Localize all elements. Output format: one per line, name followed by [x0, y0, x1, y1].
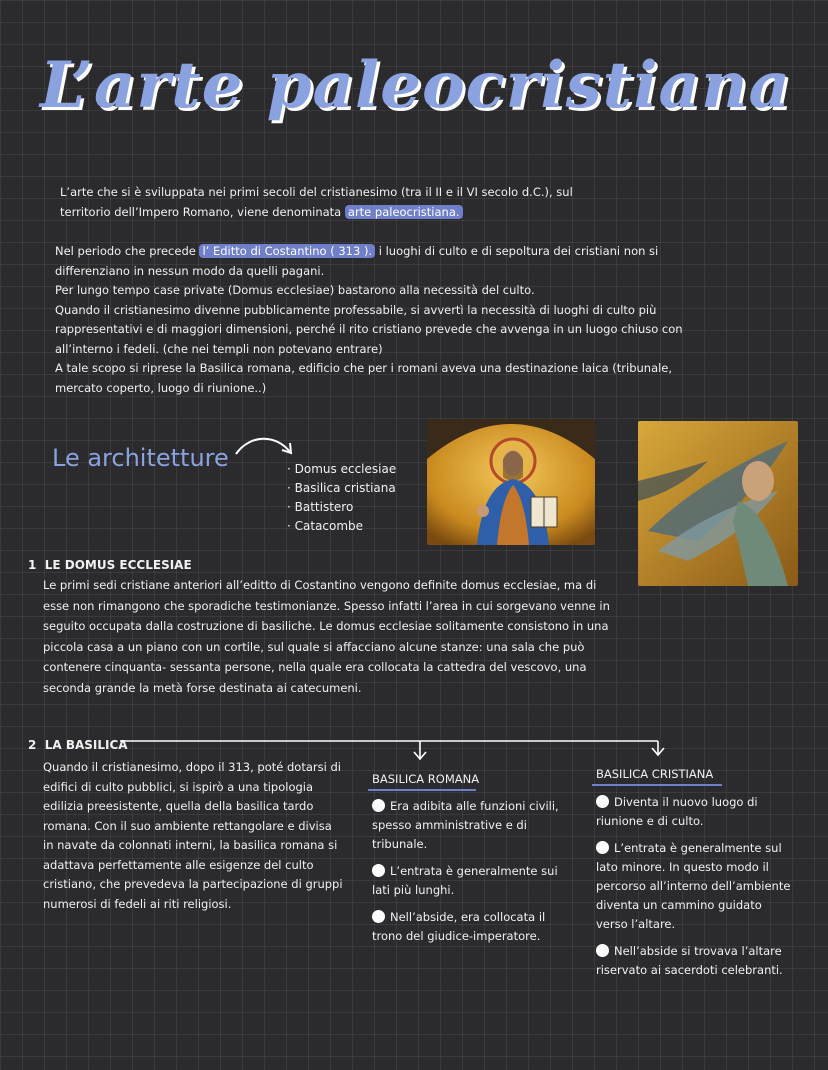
bullet-dot-icon: [372, 910, 385, 923]
intro-paragraph-2: [55, 242, 695, 398]
point-text: L’entrata è generalmente sui lati più lunghi.: [372, 864, 558, 897]
list-item: [596, 942, 796, 980]
cristianesimo-line: Quando il cristianesimo divenne pubblicamente professabile, si avvertì la necessità di luoghi di culto più rappresentativi e di maggiori dimensioni, perché il rito cristiano prevede che avvenga in un luogo chiuso con all’interno i fedeli. (che nei templi non potevano entrare): [55, 302, 683, 356]
highlight-editto: l’ Editto di Costantino ( 313 ).: [199, 244, 375, 258]
basilica-cristiana-list: [596, 793, 796, 988]
section-number: 1: [28, 558, 37, 572]
section-title: LE DOMUS ECCLESIAE: [44, 558, 192, 572]
divider: [368, 789, 476, 791]
list-item: [372, 908, 562, 946]
point-text: L’entrata è generalmente sul lato minore. In questo modo il percorso all’interno dell’ambiente diventa un cammino guidato verso l’altare.: [596, 841, 791, 931]
christ-mosaic-image: [427, 419, 595, 545]
bullet-dot-icon: [596, 841, 609, 854]
section-2-heading: [28, 738, 128, 752]
basilica-line: A tale scopo si riprese la Basilica romana, edificio che per i romani aveva una destinazione laica (tribunale, mercato coperto, luogo di riunione..): [55, 361, 673, 395]
list-item: · Battistero: [287, 498, 396, 517]
highlight-arte-paleocristiana: arte paleocristiana.: [345, 205, 463, 219]
bullet-dot-icon: [372, 864, 385, 877]
point-text: Diventa il nuovo luogo di riunione e di culto.: [596, 795, 758, 828]
section-1-text: Le primi sedi cristiane anteriori all’editto di Costantino vengono definite domus ecclesiae, ma di esse non rimangono che sporadiche testimonianze. Spesso infatti l’area in cui sorgevano venne in seguito occupata dalla costruzione di basiliche. Le domus ecclesiae solitamente consistono in una piccola casa a un piano con un cortile, sul quale si affacciano alcune stanze: una sala che può contenere cinquanta- sessanta persone, nella quale era collocata la cattedra del vescovo, una seconda grande la metà forse destinata ai catecumeni.: [43, 578, 610, 695]
curved-arrow-icon: [232, 432, 298, 462]
section-2-text: Quando il cristianesimo, dopo il 313, poté dotarsi di edifici di culto pubblici, si ispirò a una tipologia edilizia preesistente, quella della basilica tardo romana. Con il suo ambiente rettangolare e divisa in navate da colonnati interni, la basilica romana si adattava perfettamente alle esigenze del culto cristiano, che prevedeva la partecipazione di gruppi numerosi di fedeli ai riti religiosi.: [43, 760, 343, 911]
divider: [592, 784, 722, 786]
list-item: · Domus ecclesiae: [287, 460, 396, 479]
architetture-heading: Le architetture: [52, 444, 229, 472]
architetture-list: [287, 460, 396, 536]
basilica-cristiana-heading: BASILICA CRISTIANA: [596, 767, 714, 781]
basilica-romana-list: [372, 797, 562, 954]
list-item: [596, 793, 796, 831]
intro-paragraph-1: [60, 183, 620, 222]
list-item: · Catacombe: [287, 517, 396, 536]
section-number: 2: [28, 738, 37, 752]
bullet-dot-icon: [372, 799, 385, 812]
list-item: [372, 797, 562, 854]
domus-line: Per lungo tempo case private (Domus ecclesiae) bastarono alla necessità del culto.: [55, 283, 535, 297]
basilica-romana-heading: BASILICA ROMANA: [372, 772, 480, 786]
list-item: · Basilica cristiana: [287, 479, 396, 498]
point-text: Nell’abside, era collocata il trono del giudice-imperatore.: [372, 910, 546, 943]
editto-line: [55, 242, 695, 281]
section-1-heading: [28, 558, 192, 572]
page-title: L’arte paleocristiana: [40, 48, 791, 123]
list-item: [372, 862, 562, 900]
point-text: Era adibita alle funzioni civili, spesso amministrative e di tribunale.: [372, 799, 559, 851]
bullet-dot-icon: [596, 944, 609, 957]
section-title: LA BASILICA: [44, 738, 128, 752]
list-item: [596, 839, 796, 934]
intro-text: L’arte che si è sviluppata nei primi secoli del cristianesimo (tra il II e il VI secolo d.C.), sul territorio dell’Impero Romano, viene denominata: [60, 185, 573, 219]
angel-mosaic-image: [638, 421, 798, 586]
point-text: Nell’abside si trovava l’altare riservato ai sacerdoti celebranti.: [596, 944, 783, 977]
bullet-dot-icon: [596, 795, 609, 808]
editto-before: Nel periodo che precede: [55, 244, 200, 258]
editto-after: i luoghi di culto e di sepoltura dei cristiani non si differenziano in nessun modo da quelli pagani.: [55, 244, 659, 278]
